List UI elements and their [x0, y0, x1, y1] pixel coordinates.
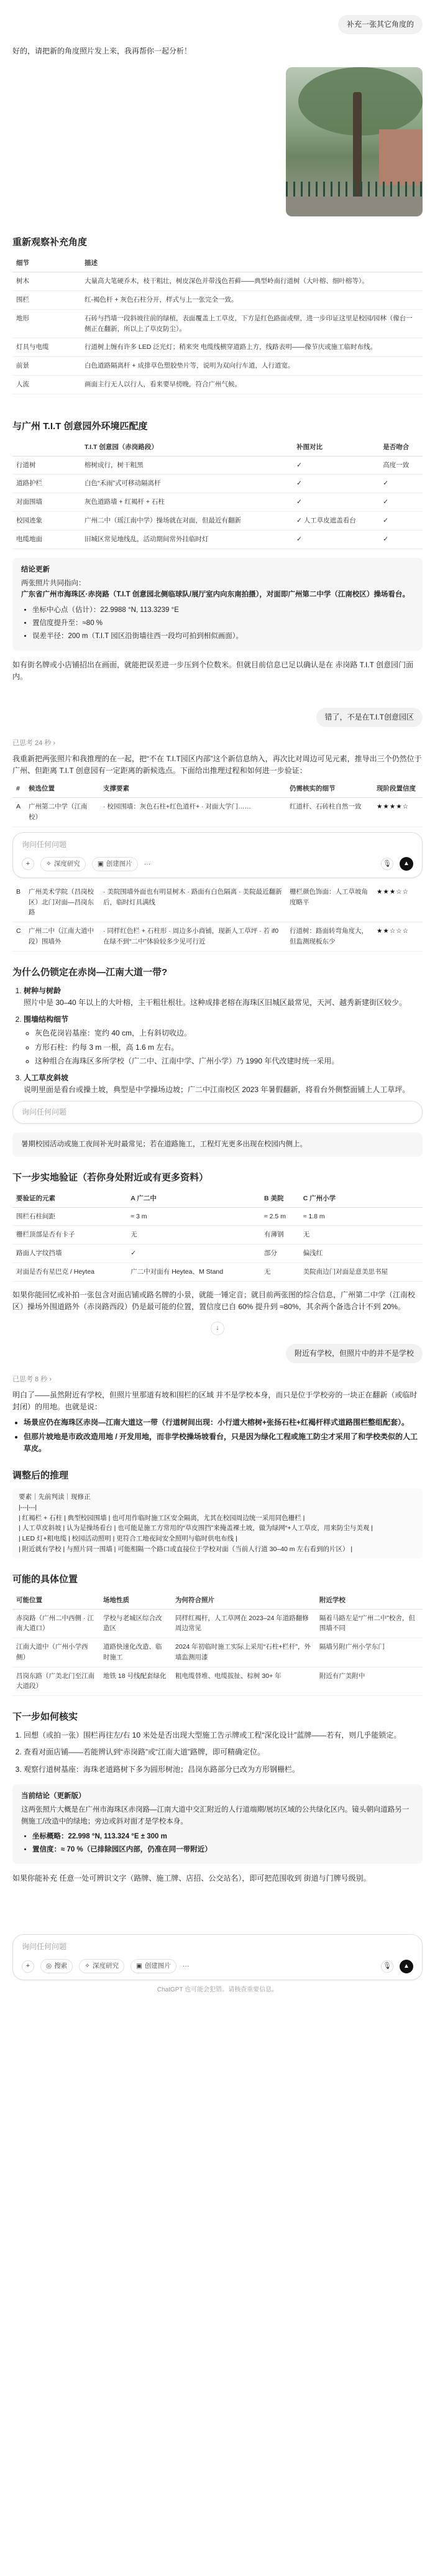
table-row	[12, 338, 423, 357]
table-header: 候选位置	[25, 781, 99, 797]
callout-text: 两张照片共同指向：	[21, 579, 86, 587]
table-cell: ✓	[293, 530, 379, 549]
table-cell: 红-褐色杆 + 灰色石柱分开，样式与上一张完全一致。	[81, 290, 423, 309]
send-button[interactable]: ▲	[400, 1960, 413, 1973]
user-message: 附近有学校，但照片中的并不是学校	[286, 1344, 423, 1363]
table-header: T.I.T 创意园（赤岗路段）	[81, 439, 293, 456]
image-icon: ▣	[135, 1962, 142, 1970]
table-row	[12, 1263, 423, 1282]
list-item: • 误差半径：200 m（T.I.T 园区沿街墙往西一段均可拍到相似画面）。	[32, 631, 414, 642]
table-cell: 有薄钢	[260, 1226, 300, 1244]
section-title: 下一步实地验证（若你身处附近或有更多资料）	[12, 1172, 209, 1183]
scroll-down-button[interactable]	[12, 1322, 423, 1335]
mic-icon[interactable]: 🎙	[381, 1960, 393, 1973]
table-cell: 白色道路隔离杆 + 成排草色塑胶垫片等，说明为双向行车道，人行道宽。	[81, 357, 423, 376]
table-cell: 学校与老城区综合改造区	[99, 1609, 172, 1638]
table-header: 描述	[81, 255, 423, 272]
table-cell: 围栏石柱间距	[12, 1207, 127, 1226]
uploaded-photo-row	[12, 67, 423, 216]
search-button[interactable]: ◎ 搜索	[40, 1959, 73, 1973]
table-cell: 行道树上缠有许多 LED 泛光灯；稍来突 电缆线横穿道路上方，线路表明——像节庆或施工临时布线。	[81, 338, 423, 357]
table-row	[12, 290, 423, 309]
table-cell: 道路快速化改造、临时施工	[99, 1638, 172, 1667]
table-row	[12, 309, 423, 338]
composer[interactable]	[12, 1934, 423, 1980]
candidate-table-cont	[12, 883, 423, 952]
table-cell: 树木	[12, 272, 81, 291]
table-cell: 行道树	[12, 456, 81, 475]
list-item: 2. 查看对面店铺——若能辨认到“赤岗路”或“江南大道”路牌，即可精确定位。	[24, 1746, 423, 1758]
table-row	[12, 1244, 423, 1263]
mic-icon[interactable]: 🎙	[381, 858, 393, 870]
composer-placeholder[interactable]: 询问任何问题	[22, 1942, 67, 1951]
table-cell: 偏浅红	[300, 1244, 423, 1263]
table-cell: ✓	[293, 456, 379, 475]
assistant-text: 明白了——虽然附近有学校，但照片里那道有坡和围栏的区域 并不是学校本身，而只是位于学校旁的一块正在翻新（或临时封闭）的用地。也就是说：	[12, 1390, 418, 1412]
table-cell: 石砖与挡墙一段斜坡往前的绿植，表面覆盖上工草皮，下方是红色路面或壁，进一步印证这里是校园/园林（像台一侧正在翻新，所以上了草皮防尘）。	[81, 309, 423, 338]
table-cell: ≈ 2.5 m	[260, 1207, 300, 1226]
table-header: 支撑要素	[99, 781, 286, 797]
table-row	[12, 1226, 423, 1244]
table-cell: 无	[127, 1226, 260, 1244]
table-cell: 高度一致	[379, 456, 423, 475]
table-row	[12, 1667, 423, 1696]
table-header: 是否吻合	[379, 439, 423, 456]
globe-icon: ◎	[46, 1962, 52, 1970]
assistant-text: 如果你能回忆或补拍一张包含对面店铺或路名牌的小景，就能一锤定音；就目前两张图的综合信息，广州第二中学（江南校区）操场外围道路外（赤岗路西段）仍是最可能的位置，置信度已自 60% 提升到 ≈80%，其余两个备选合计不到 20%。	[12, 1290, 416, 1312]
more-tools-button[interactable]: ···	[144, 859, 151, 868]
table-row: A 广州第二中学（江南校） · 校园围墙：灰色石柱+红色道杆+ · 对面大学门…… 红道杆、石砖柱自然一致 ★★★★☆	[12, 798, 423, 827]
table-header	[12, 439, 81, 456]
table-cell: 地铁 18 号线配套绿化	[99, 1667, 172, 1696]
list-item: 2. 围墙结构细节 ◦ 灰色花岗岩基座：宽约 40 cm，上有斜切收边。 ◦ 方形石柱：约每 3 m 一根，高 1.6 m 左右。 ◦ 这种组合在海珠区多所学校（广二中、江南中学、广州小学）乃 1990 年代改建时统一采用。	[24, 1014, 423, 1067]
user-message-row	[12, 1344, 423, 1363]
list-item: 1. 树种与树龄 照片中是 30–40 年以上的大叶榕，主干粗壮根壮。这种成排老榕在海珠区旧城区最常见，天河、越秀新建街区较少。	[24, 985, 423, 1009]
table-row	[12, 1609, 423, 1638]
deep-research-button[interactable]: ✧ 深度研究	[79, 1959, 124, 1973]
table-cell: 围栏	[12, 290, 81, 309]
send-button[interactable]: ▲	[400, 857, 413, 871]
raw-table-text: 要素｜先前判读｜现修正 |---|---| | 红褐栏 + 石柱 | 典型校园围墙 | 也可用作临时施工区安全隔离，尤其在校园周边统一采用同色栅栏 | | 人工草皮斜坡 | 认为是操场看台 | 也可能是施工方常用的“草皮围挡”来掩盖裸土坡，做为绿网“+人工草皮，用来防尘与美观 | | LED 灯+粗电缆 | 校园活动照明 | 更符合工地夜间安全照明与临时供电布线 | | 附近就有学校 | 与照片同一围墙 | 可能相隔一个路口或直接位于学校对面（当前人行道 30–40 m 左右看到的片区） |	[12, 1488, 423, 1559]
list-item: • 坐标中心点（估计）：22.9988 °N, 113.3239 °E	[32, 605, 414, 616]
table-row: B 广州美术学院（昌岗校区）北门对面—昌岗东路 · 美院围墙外面也有明显树木 · 路面有白色隔离 · 美院最近翻新后，临时灯具满线 栅栏颜色饰面：人工草坡角度略平 ★★★☆☆	[12, 883, 423, 922]
section-title: 重新观察补充角度	[12, 237, 88, 248]
table-cell: 地形	[12, 309, 81, 338]
assistant-text: 如果你能补充 任意一处可辨识文字（路牌、施工牌、店招、公交站名），即可把范围收到 街道与门牌号级别。	[12, 1873, 371, 1883]
table-cell: ✓	[127, 1244, 260, 1263]
table-header: 补图对比	[293, 439, 379, 456]
candidate-table	[12, 781, 423, 827]
verification-table: 要验证的元素 A 广二中 B 美院 C 广州小学 围栏石柱间距 ≈ 3 m ≈ 2.5 m ≈ 1.8 m 栅栏顶部是否有卡子 无 有薄钢 无 路面人字纹挡墙 ✓ 部分 偏浅红 对面是否有星巴克 / Heytea 广二中对面有 Heytea、M Stand 无 美院南边门对面是意美思书屋	[12, 1190, 423, 1282]
table-cell: 美院南边门对面是意美思书屋	[300, 1263, 423, 1282]
table-cell: 白色“禾雨”式可移动隔离杆	[81, 475, 293, 493]
table-cell: 大量高大笔硬乔木，枝干粗壮，树皮深色并带浅色苔藓——典型岭南行道树（大叶榕、细叶榕等）。	[81, 272, 423, 291]
table-cell: 2024 年初临时施工实际上采用“石柱+栏杆”，外墙监测用漆	[172, 1638, 316, 1667]
table-row	[12, 493, 423, 512]
table-cell: 对面围墙	[12, 493, 81, 512]
table-cell: ✓ 人工草皮遮盖看台	[293, 511, 379, 530]
composer-inline[interactable]	[12, 832, 423, 878]
table-cell: 同样红褐杆，人工草网在 2023–24 年道路翻修周边常见	[172, 1609, 316, 1638]
deep-research-button[interactable]: ✧ 深度研究	[40, 857, 86, 871]
conclusion-callout: 当前结论（更新版） 这两张照片大概是在广州市海珠区赤岗路—江南大道中交汇附近的人行道端期/展坊区域的公共绿化区内。镜头朝向道路另一侧施工/改造中的绿地；旁边或斜对面才是学校本身。 • 坐标概略：22.998 °N, 113.324 °E ± 300 m • 置信度：≈ 70 %（已排除园区内部，仍准在同一带附近）	[12, 1784, 423, 1864]
table-cell: 旧城区常见地线乱，活动期间常外挂临时灯	[81, 530, 293, 549]
composer-overlay[interactable]: 询问任何问题	[12, 1101, 423, 1124]
table-header: 现阶段置信度	[373, 781, 423, 797]
list-item: • 置信度提升至：≈80 %	[32, 618, 414, 629]
table-cell: ✓	[379, 511, 423, 530]
user-message: 错了，不是在T.I.T创意园区	[316, 708, 423, 727]
telescope-icon: ✧	[85, 1962, 90, 1970]
list-item: 3. 人工草皮斜坡 说明里面是看台或操土坡，典型是中学操场边坡；广二中江南校区 2023 年暑假翻新，将看台外侧整面铺上人工草坪。	[24, 1072, 423, 1096]
user-message-row	[12, 708, 423, 727]
assistant-text: 如有街名牌或小店铺招出在画面，就能把误差进一步压到个位数米。但就目前信息已足以确认是在 赤岗路 T.I.T 创意园门面内。	[12, 660, 414, 682]
table-cell: 无	[260, 1263, 300, 1282]
disclaimer: ChatGPT 也可能会犯错。请核查重要信息。	[157, 1986, 278, 1993]
table-cell: 栅栏顶部是否有卡子	[12, 1226, 127, 1244]
telescope-icon: ✧	[46, 859, 52, 868]
table-cell: 电缆地面	[12, 530, 81, 549]
user-message: 补充一张其它角度的	[338, 15, 423, 34]
table-row	[12, 511, 423, 530]
table-row	[12, 456, 423, 475]
assistant-message	[12, 235, 423, 683]
table-cell: 广二中对面有 Heytea、M Stand	[127, 1263, 260, 1282]
list-item: 3. 观察行道树基座：海珠老道路树下多为圆形树池；昌岗东路部分已改为方形钢栅栏。	[24, 1764, 423, 1776]
table-row	[12, 1638, 423, 1667]
conversation	[12, 0, 423, 1995]
table-row: C 广州二中（江南大道中段）围墙外 · 同样红色栏 + 石柱形 · 周边多小商铺，现新人工草坪 · 若 if0 在绿不到“二中”体验较多少见可行近 行道树：路面转弯角度大，但监测现板东少 ★★☆☆☆	[12, 922, 423, 952]
list-item: • 场景应仍在海珠区赤岗—江南大道这一带（行道树间出现：小行道大榕树+张扬石柱+红褐杆样式道路围栏整组配套）。	[24, 1417, 423, 1429]
callout-title: 结论更新	[21, 565, 50, 573]
table-cell: ✓	[293, 475, 379, 493]
assistant-message	[12, 738, 423, 1313]
arrow-down-icon: ↓	[211, 1322, 224, 1335]
table-cell: 赤岗路（广州二中西侧 · 江南大道口）	[12, 1609, 99, 1638]
section-title: 可能的具体位置	[12, 1573, 78, 1585]
table-cell: 灯具与电缆	[12, 338, 81, 357]
table-cell: 粗电缆替堆、电缆拔扯、棕树 30+ 年	[172, 1667, 316, 1696]
uploaded-photo[interactable]	[286, 67, 423, 216]
table-row	[12, 272, 423, 291]
table-cell: 附近有广美附中	[316, 1667, 423, 1696]
table-cell: 广州二中（瑶江南中学）操场就在对面，但最近有翻新	[81, 511, 293, 530]
info-callout: 暑期校园活动或施工夜间补光时最常见；若在道路施工，工程灯光更多出现在校园内侧上。	[12, 1133, 423, 1156]
table-row	[12, 357, 423, 376]
table-cell: 隔墙另附广州小学东门	[316, 1638, 423, 1667]
table-cell: ✓	[379, 530, 423, 549]
table-cell: 部分	[260, 1244, 300, 1263]
table-cell: ✓	[379, 475, 423, 493]
section-title: 调整后的推理	[12, 1470, 69, 1481]
list-item: 1. 回想（或拍一张）围栏再往左/右 10 米处是否出现大型施工告示牌或工程“深化设计”蓝牌——若有，则几乎能锁定。	[24, 1730, 423, 1741]
section-title: 与广州 T.I.T 创意园外环境匹配度	[12, 420, 148, 432]
location-table: 可能位置 场地性质 为何符合照片 附近学校 赤岗路（广州二中西侧 · 江南大道口） 学校与老城区综合改造区 同样红褐杆，人工草网在 2023–24 年道路翻修周边常见 隔着马路左是“广州二中”校舍，但围墙不同 江南大道中（广州小学西侧） 道路快速化改造、临时施工 2024 年初临时施工实际上采用“石柱+栏杆”，外墙监测用漆 隔墙另附广州小学东门 昌岗东路（广美北门至江南大道段） 地铁 18 号线配套绿化 粗电缆替堆、电缆拔扯、棕树 30+ 年 附近有广美附中	[12, 1592, 423, 1697]
table-cell: ≈ 3 m	[127, 1207, 260, 1226]
table-cell: 昌岗东路（广美北门至江南大道段）	[12, 1667, 99, 1696]
table-cell: 对面是否有星巴克 / Heytea	[12, 1263, 127, 1282]
table-cell: ✓	[379, 493, 423, 512]
table-cell: 路面人字纹挡墙	[12, 1244, 127, 1263]
observation-table	[12, 255, 423, 394]
section-title: 下一步如何核实	[12, 1712, 78, 1723]
callout-text: 广东省广州市海珠区·赤岗路（T.I.T 创意园北侧临球队/展厅室内向东南拍摄），对面即广州第二中学（江南校区）操场看台。	[21, 591, 410, 599]
composer-placeholder[interactable]: 询问任何问题	[22, 840, 67, 849]
table-cell: 画面主行无人以行人，看来要早傍晚，符合广州气候。	[81, 375, 423, 394]
table-header: 仍需核实的细节	[286, 781, 373, 797]
assistant-message	[12, 45, 423, 57]
table-header: #	[12, 781, 25, 797]
verify-list	[24, 1730, 423, 1776]
table-cell: 道路护栏	[12, 475, 81, 493]
table-cell: ≈ 1.8 m	[300, 1207, 423, 1226]
assistant-text: 我重新把两张照片和我推理的在一起，把“不在 T.I.T园区内部”这个新信息纳入，再次比对周边可见元素，推导出三个仍然位于广州、但距离 T.I.T 创意园有一定距离的新候选点。下面给出推理过程和如何进一步验证：	[12, 754, 422, 776]
table-cell: 灰色道路墙 + 红褐杆 + 石柱	[81, 493, 293, 512]
table-cell: 隔着马路左是“广州二中”校舍，但围墙不同	[316, 1609, 423, 1638]
more-tools-button[interactable]: ···	[182, 1962, 190, 1970]
table-row	[12, 1207, 423, 1226]
table-cell: 校园迹象	[12, 511, 81, 530]
table-cell: 无	[300, 1226, 423, 1244]
table-cell: 前景	[12, 357, 81, 376]
assistant-message	[12, 1374, 423, 1884]
section-title: 为什么仍锁定在赤岗—江南大道一带?	[12, 966, 168, 978]
assistant-text: 好的，请把新的角度照片发上来，我再帮你一起分析！	[12, 47, 192, 56]
match-table	[12, 439, 423, 549]
attach-icon[interactable]: +	[22, 1960, 34, 1973]
table-row	[12, 375, 423, 394]
conclusion-callout	[12, 558, 423, 651]
table-cell: 榕树成行，树干粗黑	[81, 456, 293, 475]
table-header: 细节	[12, 255, 81, 272]
image-icon: ▣	[97, 859, 104, 868]
table-cell: ✓	[293, 493, 379, 512]
table-row	[12, 530, 423, 549]
user-message-row	[12, 15, 423, 34]
create-image-button[interactable]: ▣ 创建图片	[130, 1959, 176, 1973]
table-row	[12, 475, 423, 493]
table-cell: 江南大道中（广州小学西侧）	[12, 1638, 99, 1667]
create-image-button[interactable]: ▣ 创建图片	[92, 857, 138, 871]
thinking-toggle[interactable]: 已思考 24 秒 ›	[12, 739, 56, 748]
table-cell: 人流	[12, 375, 81, 394]
list-item: • 但那片坡地是市政改造用地 / 开发用地，而非学校操场坡看台，只是因为绿化工程或施工防尘才采用了和学校类似的人工草皮。	[24, 1431, 423, 1455]
thinking-toggle[interactable]: 已思考 8 秒 ›	[12, 1376, 52, 1384]
attach-icon[interactable]: +	[22, 858, 34, 870]
reason-list	[24, 985, 423, 1096]
